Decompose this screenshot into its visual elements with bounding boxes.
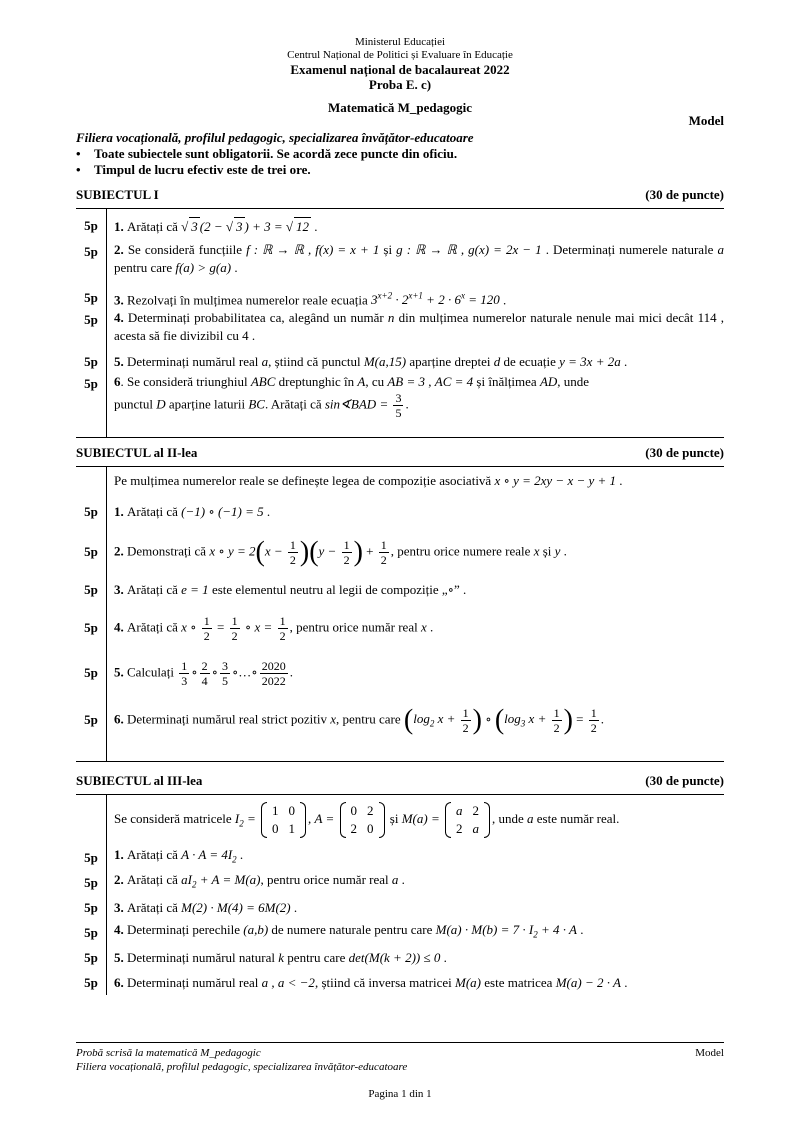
exam-title: Examenul național de bacalaureat 2022 [290, 62, 510, 77]
s2-item-5: 5p 5. Calculați $\frac{1}{3}$ ∘ $\frac{2}{4}$ ∘ $\frac{3}{5}$ ∘…∘ $\frac{2020}{2022}$ . [84, 658, 293, 688]
s3-item-4: 5p 4. Determinați perechile (a,b) de numere naturale pentru care $M(a) \cdot M(b) = 7 \cdot I_2 + 4 \cdot A$ . [84, 922, 584, 940]
footer-model: Model [695, 1047, 724, 1059]
ministry-name: Ministerul Educației [354, 36, 446, 48]
s1-item-4: 5p 4. Determinați probabilitatea ca, alegând un număr n din mulțimea numerelor naturale nenule mai mici decât 114 , acesta să fie divizibil cu 4 . [84, 310, 725, 343]
s1-item-5: 5p 5. Determinați numărul real a, știind că punctul M(a,15) aparține dreptei d de ecuație y = 3x + 2a . [84, 354, 628, 369]
page-footer [76, 1042, 724, 1074]
subject-1-title: SUBIECTUL I [76, 187, 159, 202]
subject-1-points: (30 de puncte) [645, 187, 724, 202]
instructions-list [76, 146, 724, 178]
s1-item-2: 5p 2. Se consideră funcțiile f : ℝ → ℝ , f(x) = x + 1 și g : ℝ → ℝ , g(x) = 2x − 1 . Determinați numerele naturale a pentru care f(a) > g(a) . [84, 242, 725, 275]
s2-item-4: 5p 4. Arătați că x ∘ $\frac{1}{2}$ = $\frac{1}{2}$ ∘ x = $\frac{1}{2}$ , pentru orice număr real x . [84, 613, 434, 643]
s3-item-3: 5p 3. Arătați că M(2) · M(4) = 6M(2) . [84, 899, 298, 915]
s3-intro: Se consideră matricele $I_2$ = 1 0 0 1 , A = 0 2 2 0 și M(a) = a 2 2 a , unde a este număr real. [114, 803, 620, 836]
subject-2-header [76, 444, 724, 462]
page-number: Pagina 1 din 1 [368, 1088, 432, 1100]
subject-3-header [76, 772, 724, 790]
s2-intro: Pe mulțimea numerelor reale se definește legea de compoziție asociativă x ∘ y = 2xy − x − y + 1 . [114, 473, 623, 488]
exam-page [76, 0, 724, 995]
subject-title: Matematică M_pedagogic [327, 100, 473, 115]
footer-line-2: Filiera vocațională, profilul pedagogic, specializarea învățător-educatoare [76, 1061, 408, 1073]
s1-item-1: 5p 1. Arătați că √ 3 (2 − √ 3 ) + 3 = √ 12 . [84, 218, 318, 234]
s3-item-5: 5p 5. Determinați numărul natural k pentru care det(M(k + 2)) ≤ 0 . [84, 949, 447, 965]
s2-item-3: 5p 3. Arătați că e = 1 este elementul neutru al legii de compoziție „∘” . [84, 582, 467, 597]
subject-2-title: SUBIECTUL al II-lea [76, 445, 198, 460]
proba-title: Proba E. c) [368, 77, 432, 92]
subject-1-header [76, 186, 724, 204]
subject-3-title: SUBIECTUL al III-lea [76, 773, 203, 788]
s1-item-3: 5p 3. Rezolvați în mulțimea numerelor reale ecuația $3^{x+2} \cdot 2^{x+1} + 2 \cdot 6^x = 120$ . [84, 290, 507, 308]
subject-2-section [76, 467, 724, 761]
s3-item-1: 5p 1. Arătați că $A \cdot A = 4I_2$ . [84, 847, 244, 865]
s2-item-1: 5p 1. Arătați că (−1) ∘ (−1) = 5 . [84, 504, 271, 519]
center-name: Centrul Național de Politici și Evaluare în Educație [287, 49, 513, 61]
s3-item-2: 5p 2. Arătați că $aI_2 + A = M(a)$, pentru orice număr real a . [84, 872, 405, 890]
footer-line-1: Probă scrisă la matematică M_pedagogic [76, 1047, 261, 1059]
s2-item-2: 5p 2. Demonstrați că x ∘ y = 2(x − $\frac{1}{2}$ )(y − $\frac{1}{2}$ ) + $\frac{1}{2}$ , pentru orice numere reale x și y . [84, 536, 567, 567]
subject-2-points: (30 de puncte) [645, 445, 724, 460]
subject-3-section [76, 795, 724, 995]
model-label: Model [688, 113, 724, 128]
subject-1-section [76, 209, 724, 437]
instruction-item: • Toate subiectele sunt obligatorii. Se acordă zece puncte din oficiu. [76, 146, 724, 162]
subject-3-points: (30 de puncte) [645, 773, 724, 788]
filiera-line: Filiera vocațională, profilul pedagogic, specializarea învățător-educatoare [76, 130, 474, 145]
s3-item-6: 5p 6. Determinați numărul real a , a < −2, știind că inversa matricei M(a) este matricea M(a) − 2 · A . [84, 974, 628, 990]
s2-item-6: 5p 6. Determinați numărul real strict pozitiv x, pentru care ($\log_2$ x + $\frac{1}{2}$ ) ∘ ($\log_3$ x + $\frac{1}{2}$ ) = $\frac{1}{2}$ . [84, 704, 605, 735]
instruction-item: • Timpul de lucru efectiv este de trei ore. [76, 162, 724, 178]
s1-item-6: 5p 6. Se consideră triunghiul ABC dreptunghic în A, cu AB = 3 , AC = 4 și înălțimea AD, unde punctul D aparține laturii BC. Arătați că sin∢BAD = $\frac{3}{5}$ . [84, 374, 590, 420]
